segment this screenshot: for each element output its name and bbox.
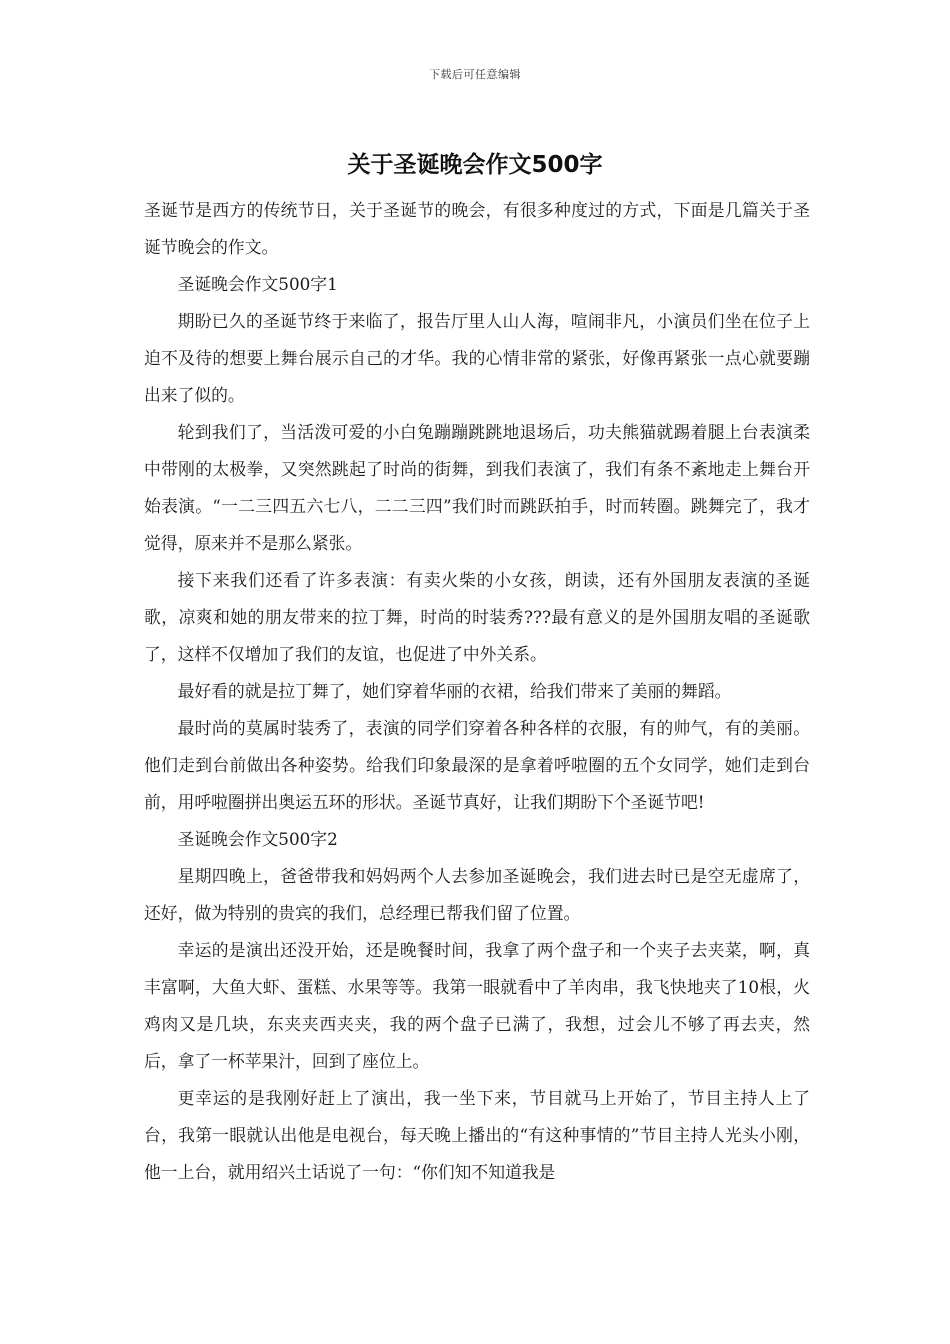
essay-1-paragraph: 最时尚的莫属时装秀了，表演的同学们穿着各种各样的衣服，有的帅气，有的美丽。他们走到台前做出各种姿势。给我们印象最深的是拿着呼啦圈的五个女同学，她们走到台前，用呼啦圈拼出奥运五环的形状。圣诞节真好，让我们期盼下个圣诞节吧!	[144, 718, 810, 812]
essay-1-paragraph: 期盼已久的圣诞节终于来临了，报告厅里人山人海，喧闹非凡，小演员们坐在位子上迫不及待的想要上舞台展示自己的才华。我的心情非常的紧张，好像再紧张一点心就要蹦出来了似的。	[144, 311, 810, 405]
essay-2-paragraph: 更幸运的是我刚好赶上了演出，我一坐下来，节目就马上开始了，节目主持人上了台，我第一眼就认出他是电视台，每天晚上播出的“有这种事情的”节目主持人光头小刚，他一上台，就用绍兴土话说了一句：“你们知不知道我是	[144, 1088, 810, 1182]
essay-2-paragraph: 星期四晚上，爸爸带我和妈妈两个人去参加圣诞晚会，我们进去时已是空无虚席了，还好，做为特别的贵宾的我们，总经理已帮我们留了位置。	[144, 866, 810, 923]
essay-1-heading: 圣诞晚会作文500字1	[177, 274, 338, 294]
essay-1-paragraph: 轮到我们了，当活泼可爱的小白兔蹦蹦跳跳地退场后，功夫熊猫就踢着腿上台表演柔中带刚的太极拳，又突然跳起了时尚的街舞，到我们表演了，我们有条不紊地走上舞台开始表演。“一二三四五六七八，二二三四”我们时而跳跃拍手，时而转圈。跳舞完了，我才觉得，原来并不是那么紧张。	[144, 422, 810, 553]
essay-2-heading: 圣诞晚会作文500字2	[177, 829, 338, 849]
essay-1-paragraph: 接下来我们还看了许多表演：有卖火柴的小女孩，朗读，还有外国朋友表演的圣诞歌，凉爽和她的朋友带来的拉丁舞，时尚的时装秀???最有意义的是外国朋友唱的圣诞歌了，这样不仅增加了我们的友谊，也促进了中外关系。	[144, 570, 810, 664]
header-note: 下载后可任意编辑	[429, 68, 521, 81]
document-title: 关于圣诞晚会作文500字	[347, 152, 603, 178]
essay-2-paragraph: 幸运的是演出还没开始，还是晚餐时间，我拿了两个盘子和一个夹子去夹菜，啊，真丰富啊，大鱼大虾、蛋糕、水果等等。我第一眼就看中了羊肉串，我飞快地夹了10根，火鸡肉又是几块，东夹夹西夹夹，我的两个盘子已满了，我想，过会儿不够了再去夹，然后，拿了一杯苹果汁，回到了座位上。	[144, 940, 810, 1071]
document-body	[144, 192, 810, 1191]
essay-1-paragraph: 最好看的就是拉丁舞了，她们穿着华丽的衣裙，给我们带来了美丽的舞蹈。	[177, 681, 732, 701]
intro-paragraph: 圣诞节是西方的传统节日，关于圣诞节的晚会，有很多种度过的方式，下面是几篇关于圣诞节晚会的作文。	[144, 200, 810, 257]
